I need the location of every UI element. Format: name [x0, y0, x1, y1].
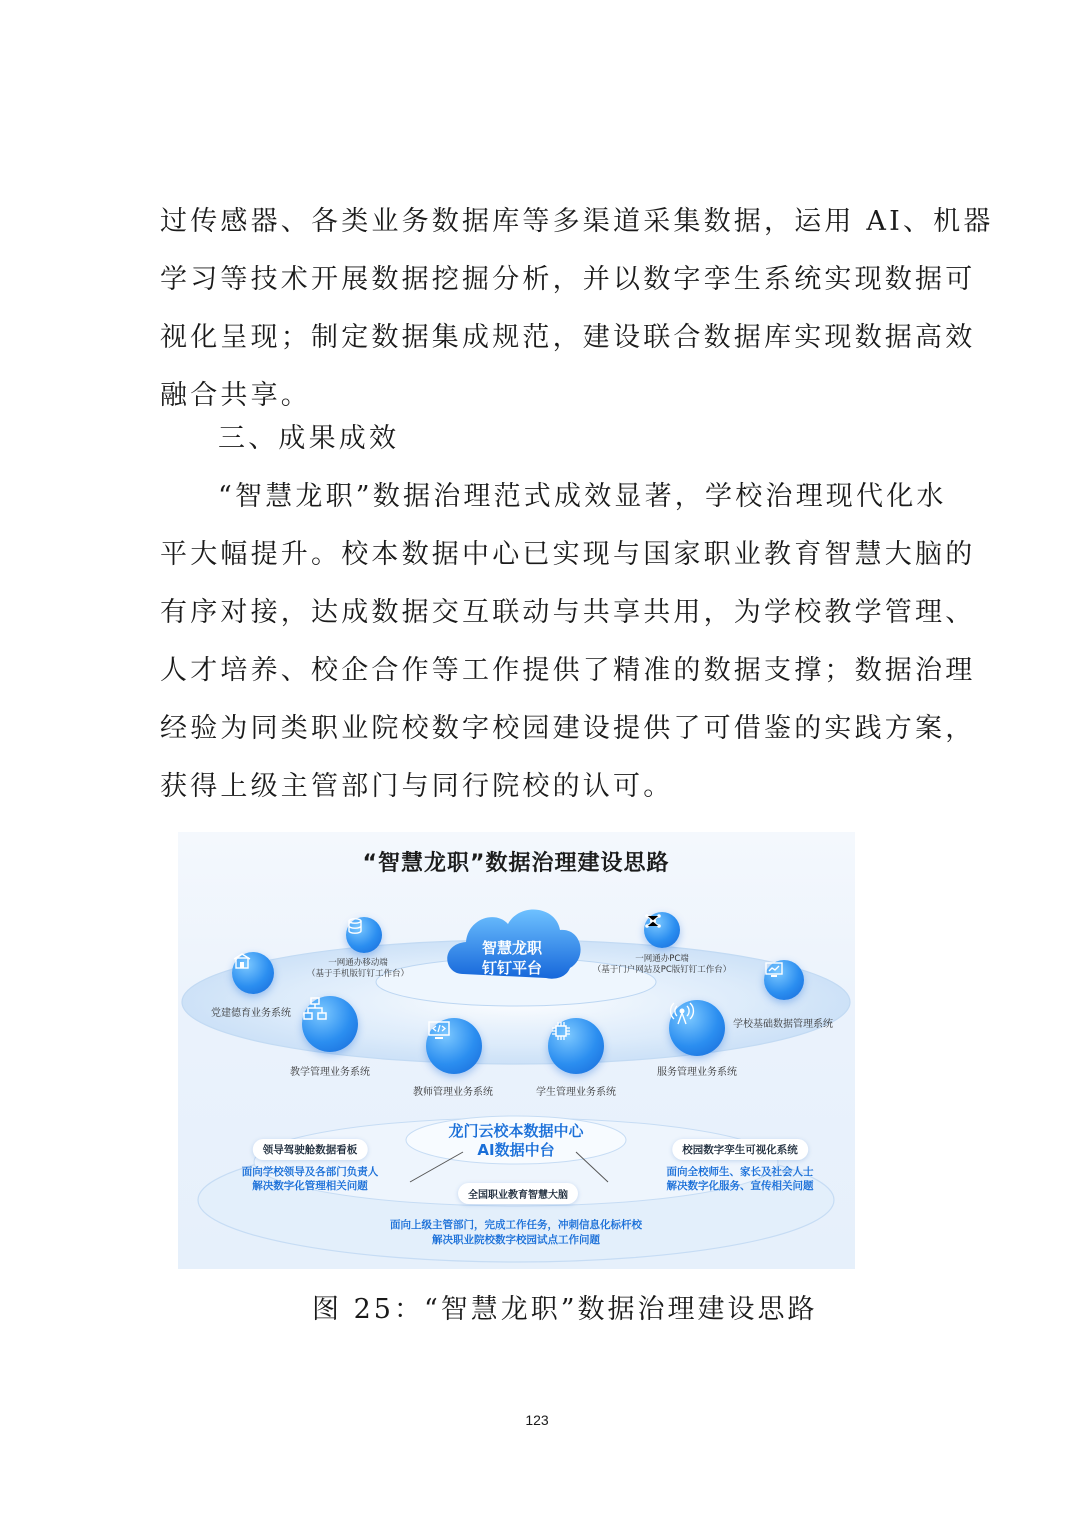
sys-student-label: 学生管理业务系统: [536, 1087, 616, 1098]
paragraph-2-line: 人才培养、校企合作等工作提供了精准的数据支撑；数据治理: [160, 655, 976, 686]
page-number: 123: [525, 1412, 549, 1428]
dashboard-icon: [764, 960, 804, 1000]
paragraph-2-line: “智慧龙职”数据治理范式成效显著，学校治理现代化水: [218, 481, 947, 512]
section-heading-text: 三、成果成效: [218, 423, 400, 454]
paragraph-2-line: 获得上级主管部门与同行院校的认可。: [160, 771, 674, 802]
cloud-label-line2: 钉钉平台: [481, 959, 543, 977]
national-brain-pill: 全国职业教育智慧大脑: [458, 1183, 578, 1204]
cloud-label: [482, 938, 542, 978]
paragraph-1-line: 过传感器、各类业务数据库等多渠道采集数据，运用 AI、机器: [160, 206, 994, 237]
sys-service-label: 服务管理业务系统: [657, 1067, 737, 1078]
leader-cockpit-desc2: 解决数字化管理相关问题: [252, 1180, 368, 1192]
paragraph-1-line: 学习等技术开展数据挖掘分析，并以数字孪生系统实现数据可: [160, 264, 976, 295]
paragraph-2-line: 有序对接，达成数据交互联动与共享共用，为学校教学管理、: [160, 597, 976, 628]
chip-icon: [548, 1018, 604, 1074]
pc-portal-line1: 一网通办PC端: [635, 954, 689, 964]
data-center-label: [448, 1122, 583, 1160]
building-icon: [232, 952, 274, 994]
bottom-goal-line2: 解决职业院校数字校园试点工作问题: [432, 1234, 600, 1246]
leader-cockpit-pill: 领导驾驶舱数据看板: [253, 1139, 368, 1160]
digital-twin-desc2: 解决数字化服务、宣传相关问题: [666, 1180, 814, 1192]
cloud-label-line1: 智慧龙职: [481, 939, 543, 957]
leader-cockpit-desc: [242, 1165, 379, 1193]
paragraph-2-line: 平大幅提升。校本数据中心已实现与国家职业教育智慧大脑的: [160, 539, 976, 570]
mobile-portal-line1: 一网通办移动端: [328, 958, 388, 968]
pc-portal-line2: （基于门户网站及PC版钉钉工作台）: [592, 965, 732, 975]
org-chart-icon: [302, 996, 358, 1052]
mobile-portal-label: [307, 958, 409, 980]
figure-caption: 图 25：“智慧龙职”数据治理建设思路: [312, 1294, 818, 1325]
sys-teaching-label: 教学管理业务系统: [290, 1067, 370, 1078]
network-icon: [644, 912, 680, 948]
data-governance-diagram: [178, 832, 855, 1269]
code-monitor-icon: [426, 1018, 482, 1074]
pc-portal-label: [593, 954, 732, 976]
digital-twin-desc1: 面向全校师生、家长及社会人士: [666, 1166, 814, 1178]
leader-cockpit-desc1: 面向学校领导及各部门负责人: [241, 1166, 379, 1178]
sys-school-base-label: 学校基础数据管理系统: [733, 1019, 833, 1030]
data-center-line1: 龙门云校本数据中心: [448, 1122, 584, 1140]
figure-title: “智慧龙职”数据治理建设思路: [362, 851, 670, 876]
paragraph-1: [160, 193, 994, 425]
digital-twin-pill: 校园数字孪生可视化系统: [672, 1139, 808, 1160]
signal-tower-icon: [669, 1000, 725, 1056]
bottom-goal-line1: 面向上级主管部门，完成工作任务，冲刺信息化标杆校: [390, 1219, 642, 1231]
database-icon: [346, 917, 382, 953]
bottom-goal: [390, 1218, 642, 1248]
sys-teacher-label: 教师管理业务系统: [413, 1087, 493, 1098]
paragraph-1-line: 融合共享。: [160, 380, 311, 411]
data-center-line2: AI数据中台: [477, 1141, 555, 1159]
paragraph-2: [160, 468, 976, 816]
digital-twin-desc: [667, 1165, 814, 1193]
paragraph-1-line: 视化呈现；制定数据集成规范，建设联合数据库实现数据高效: [160, 322, 976, 353]
section-heading: [218, 410, 998, 468]
mobile-portal-line2: （基于手机版钉钉工作台）: [306, 969, 410, 979]
paragraph-2-line: 经验为同类职业院校数字校园建设提供了可借鉴的实践方案，: [160, 713, 976, 744]
sys-party-label: 党建德育业务系统: [211, 1008, 291, 1019]
